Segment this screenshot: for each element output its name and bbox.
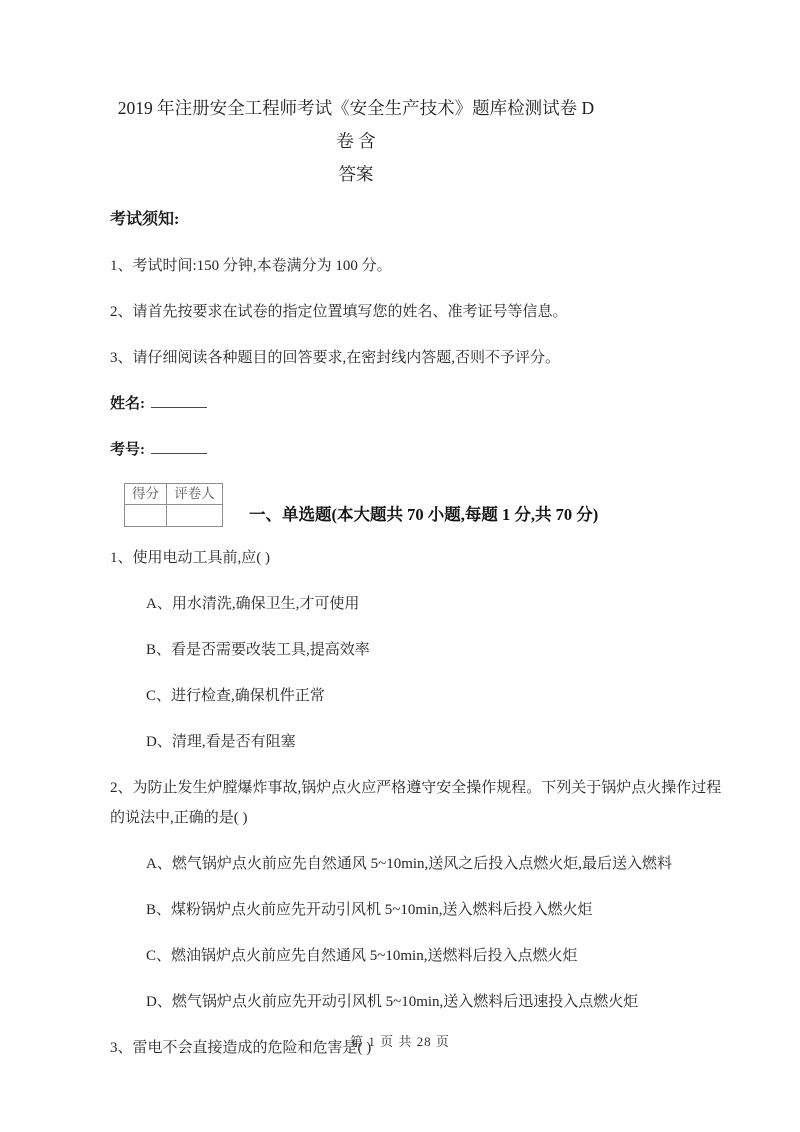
question-2-option-a: A、燃气锅炉点火前应先自然通风 5~10min,送风之后投入点燃火炬,最后送入燃料 <box>146 856 673 872</box>
question-1-text: 1、使用电动工具前,应( ) <box>110 550 270 566</box>
document-title-line1: 2019 年注册安全工程师考试《安全生产技术》题库检测试卷 D 卷 含 <box>117 98 595 151</box>
question-3-text: 3、雷电不会直接造成的危险和危害是( ) <box>110 1040 372 1056</box>
exam-no-field-row <box>110 435 724 465</box>
section-heading: 一、单选题(本大题共 70 小题,每题 1 分,共 70 分) <box>249 505 599 524</box>
name-fill-line <box>151 392 207 408</box>
question-1-option-a: A、用水清洗,确保卫生,才可使用 <box>146 596 360 612</box>
grader-empty-cell <box>167 505 223 527</box>
notice-item-2: 2、请首先按要求在试卷的指定位置填写您的姓名、准考证号等信息。 <box>110 304 568 320</box>
question-1 <box>110 543 724 757</box>
document-title-line2: 答案 <box>338 164 374 184</box>
question-2-text: 2、为防止发生炉膛爆炸事故,锅炉点火应严格遵守安全操作规程。下列关于锅炉点火操作过程的说法中,正确的是( ) <box>110 780 722 826</box>
question-2-option-b: B、煤粉锅炉点火前应先开动引风机 5~10min,送入燃料后投入燃火炬 <box>146 902 593 918</box>
score-table-header-row <box>125 484 223 505</box>
notice-item-3: 3、请仔细阅读各种题目的回答要求,在密封线内答题,否则不予评分。 <box>110 350 561 366</box>
score-table-empty-row <box>125 505 223 527</box>
page-footer: 第 1 页 共 28 页 <box>350 1034 450 1049</box>
document-title <box>110 92 724 191</box>
name-field-row <box>110 389 724 419</box>
name-field-label: 姓名: <box>110 396 145 412</box>
question-1-option-b: B、看是否需要改装工具,提高效率 <box>146 642 370 658</box>
score-header-cell: 得分 <box>125 484 167 505</box>
grader-header-cell: 评卷人 <box>167 484 223 505</box>
question-1-option-c: C、进行检查,确保机件正常 <box>146 688 325 704</box>
question-2 <box>110 773 724 1017</box>
exam-no-fill-line <box>151 438 207 454</box>
score-empty-cell <box>125 505 167 527</box>
question-2-option-c: C、燃油锅炉点火前应先自然通风 5~10min,送燃料后投入点燃火炬 <box>146 948 578 964</box>
question-2-option-d: D、燃气锅炉点火前应先开动引风机 5~10min,送入燃料后迅速投入点燃火炬 <box>146 994 639 1010</box>
score-section <box>124 483 724 527</box>
exam-no-field-label: 考号: <box>110 442 145 458</box>
score-table <box>124 483 223 527</box>
notice-item-1: 1、考试时间:150 分钟,本卷满分为 100 分。 <box>110 258 392 274</box>
question-1-option-d: D、清理,看是否有阻塞 <box>146 734 296 750</box>
notice-heading: 考试须知: <box>110 211 180 228</box>
